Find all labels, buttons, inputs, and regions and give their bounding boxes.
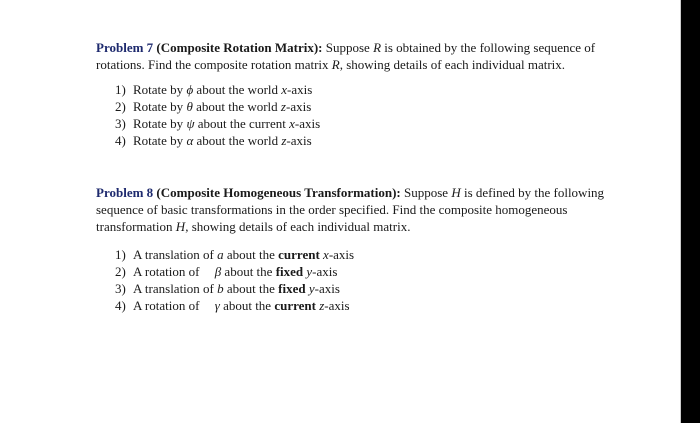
step-text: about the [221, 264, 276, 279]
step-text: -axis [287, 82, 313, 97]
problem-7-text: Suppose [322, 40, 374, 55]
problem-7-symbol-r: R [373, 40, 382, 55]
problem-8-step [115, 246, 616, 263]
step-text: -axis [285, 99, 312, 114]
problem-7-statement [96, 39, 616, 73]
problem-7-text: is obtained by the following sequence of rotations. Find the composite rotation matrix [96, 40, 596, 72]
step-number: 2) [115, 264, 126, 279]
problem-8-text: , showing details of each individual matrix. [185, 219, 411, 234]
step-axis: y [306, 264, 313, 279]
problem-8 [96, 184, 616, 314]
step-text: -axis [286, 133, 312, 148]
step-number: 4) [115, 133, 126, 148]
step-text: A translation of [133, 247, 218, 262]
step-text: A translation of [133, 281, 218, 296]
problem-7-text: , showing details of each individual matrix. [339, 57, 566, 72]
step-symbol: θ [186, 99, 193, 114]
step-text: -axis [314, 281, 340, 296]
problem-8-statement [96, 184, 616, 235]
step-text: about the [219, 298, 275, 313]
problem-7-step [115, 98, 616, 115]
step-axis: z [319, 298, 325, 313]
step-text: Rotate by [133, 116, 187, 131]
problem-8-symbol-h: H [175, 219, 186, 234]
step-number: 2) [115, 99, 126, 114]
problem-8-text: is defined by the following sequence of basic transformations in the order specified. Find the composite homogeneous transformation [96, 185, 605, 234]
step-symbol: α [186, 133, 194, 148]
problem-8-step [115, 297, 616, 314]
problem-8-symbol-h: H [451, 185, 461, 200]
problem-7-step [115, 115, 616, 132]
problem-8-step [115, 280, 616, 297]
step-symbol: a [217, 247, 224, 262]
problem-8-title: (Composite Homogeneous Transformation): [156, 185, 401, 200]
problem-8-number: Problem 8 [96, 185, 154, 200]
step-text: -axis [294, 116, 321, 131]
step-frame: current [274, 298, 316, 313]
problem-7-symbol-r: R [331, 57, 340, 72]
step-text: -axis [324, 298, 350, 313]
step-number: 1) [115, 82, 126, 97]
step-text: Rotate by [133, 99, 187, 114]
step-text: about the world [193, 133, 282, 148]
step-frame: fixed [278, 281, 306, 296]
step-number: 1) [115, 247, 126, 262]
step-text: about the [223, 281, 279, 296]
step-number: 3) [115, 116, 126, 131]
step-axis: x [281, 82, 288, 97]
step-text: Rotate by [133, 82, 187, 97]
step-axis: z [281, 133, 287, 148]
problem-7-title: (Composite Rotation Matrix): [156, 40, 323, 55]
problem-7-step [115, 81, 616, 98]
problem-7-step [115, 132, 616, 149]
step-symbol: γ [214, 298, 220, 313]
step-text: about the world [193, 82, 282, 97]
step-symbol: ϕ [186, 82, 194, 97]
step-number: 3) [115, 281, 126, 296]
step-text: about the [223, 247, 279, 262]
problem-7-number: Problem 7 [96, 40, 154, 55]
step-frame: current [278, 247, 320, 262]
step-axis: x [289, 116, 295, 131]
problem-7 [96, 39, 616, 149]
step-text: A rotation of [133, 264, 203, 279]
step-axis: z [280, 99, 286, 114]
step-axis: y [308, 281, 315, 296]
problem-7-steps [115, 81, 616, 149]
step-text: -axis [328, 247, 355, 262]
step-symbol: β [214, 264, 222, 279]
problem-8-text: Suppose [400, 185, 452, 200]
step-text: about the current [194, 116, 290, 131]
step-symbol: ψ [186, 116, 195, 131]
step-symbol: b [217, 281, 224, 296]
problem-8-step [115, 263, 616, 280]
problem-8-steps [115, 246, 616, 314]
step-frame: fixed [275, 264, 304, 279]
step-text: A rotation of [133, 298, 203, 313]
step-text: about the world [192, 99, 281, 114]
step-text: Rotate by [133, 133, 187, 148]
step-number: 4) [115, 298, 126, 313]
step-text: -axis [312, 264, 338, 279]
step-axis: x [323, 247, 329, 262]
